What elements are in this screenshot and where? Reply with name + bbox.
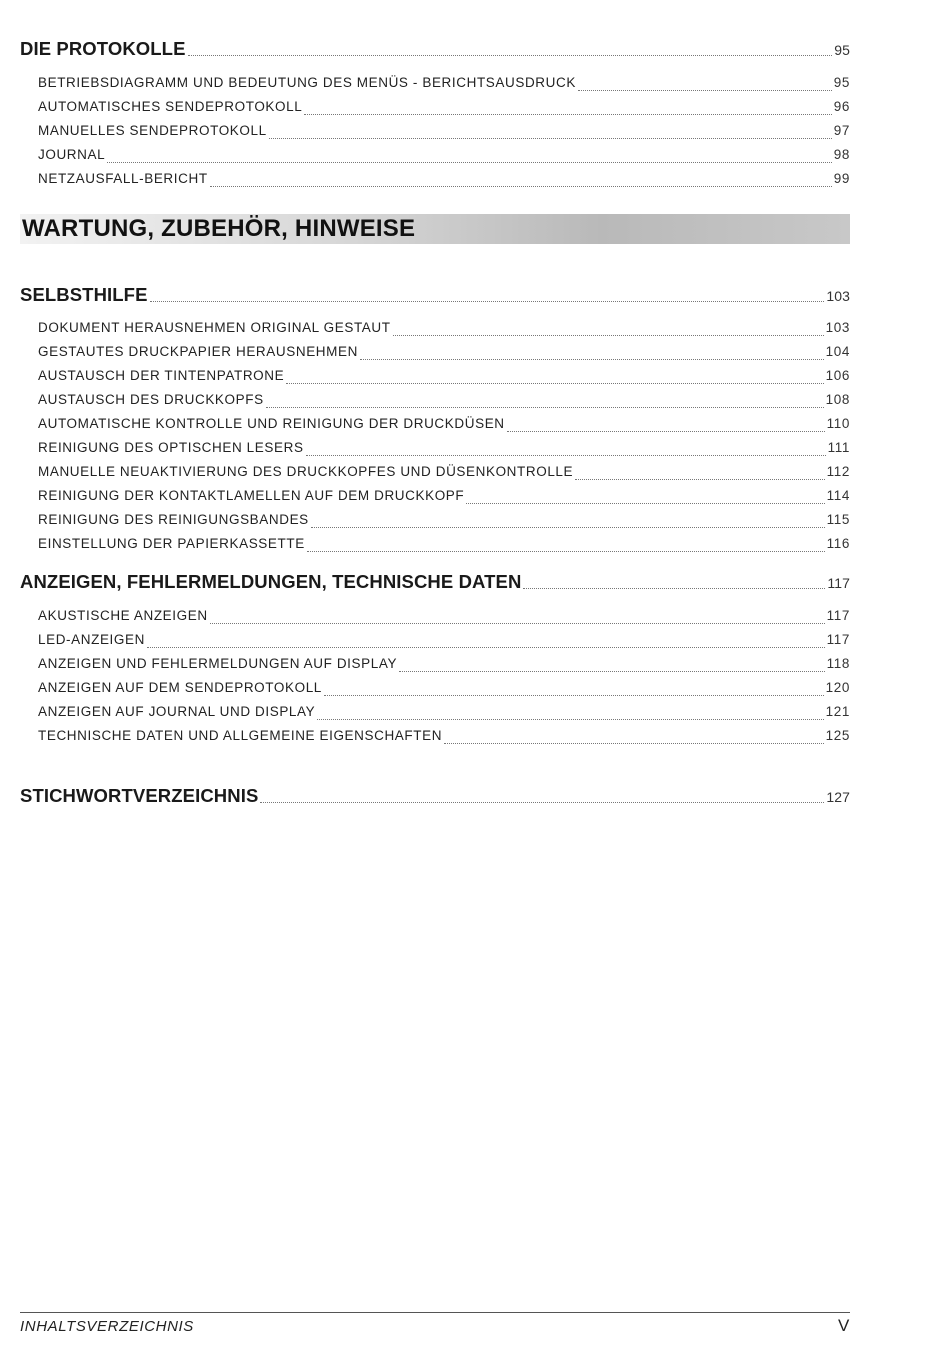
dot-leader (306, 454, 826, 456)
dot-leader (260, 801, 824, 803)
footer-page-number: V (838, 1316, 850, 1335)
chapter-banner (20, 214, 850, 244)
toc-entry-page: 116 (826, 536, 850, 551)
toc-entry-page: 120 (825, 680, 850, 695)
toc-section[interactable] (20, 571, 850, 593)
dot-leader (188, 54, 833, 56)
toc-entry-title: AUSTAUSCH DES DRUCKKOPFS (38, 392, 264, 407)
toc-section-page: 95 (834, 42, 850, 58)
toc-section[interactable] (20, 284, 850, 306)
dot-leader (210, 185, 832, 187)
toc-entry-title: MANUELLES SENDEPROTOKOLL (38, 123, 267, 138)
toc-entry[interactable] (20, 460, 850, 484)
toc-section[interactable] (20, 38, 850, 60)
dot-leader (444, 742, 824, 744)
toc-entry-page: 111 (827, 440, 850, 455)
toc-entry-page: 117 (826, 632, 850, 647)
toc-section-title: DIE PROTOKOLLE (20, 38, 186, 59)
dot-leader (147, 646, 825, 648)
toc-entry-title: AUTOMATISCHES SENDEPROTOKOLL (38, 99, 303, 114)
toc-entry[interactable] (20, 388, 850, 412)
footer-title: INHALTSVERZEICHNIS (20, 1318, 194, 1335)
toc-entry-title: MANUELLE NEUAKTIVIERUNG DES DRUCKKOPFES UND DÜSENKONTROLLE (38, 464, 574, 479)
toc-entry[interactable] (20, 508, 850, 532)
toc-entry-page: 98 (833, 147, 850, 162)
dot-leader (311, 526, 825, 528)
toc-section-page: 127 (826, 789, 850, 805)
toc-entry-title: REINIGUNG DER KONTAKTLAMELLEN AUF DEM DRUCKKOPF (38, 488, 465, 503)
dot-leader (578, 89, 832, 91)
dot-leader (575, 478, 825, 480)
toc-section-page: 117 (827, 575, 850, 591)
chapter-banner-title: WARTUNG, ZUBEHÖR, HINWEISE (22, 215, 416, 242)
toc-entry-page: 104 (825, 344, 850, 359)
toc-entry-title: LED-ANZEIGEN (38, 632, 145, 647)
toc-section-title: SELBSTHILFE (20, 284, 148, 305)
toc-entry[interactable] (20, 676, 850, 700)
dot-leader (304, 113, 831, 115)
toc-sublist (20, 604, 850, 748)
toc-entry-page: 95 (833, 75, 850, 90)
toc-entry-page: 112 (826, 464, 850, 479)
toc-entry-page: 103 (825, 320, 850, 335)
toc-entry-title: AUTOMATISCHE KONTROLLE UND REINIGUNG DER DRUCKDÜSEN (38, 416, 505, 431)
dot-leader (210, 622, 825, 624)
toc-entry-title: GESTAUTES DRUCKPAPIER HERAUSNEHMEN (38, 344, 358, 359)
toc-entry-title: ANZEIGEN AUF DEM SENDEPROTOKOLL (38, 680, 322, 695)
toc-entry-title: ANZEIGEN AUF JOURNAL UND DISPLAY (38, 704, 316, 719)
dot-leader (360, 358, 824, 360)
toc-entry-page: 110 (826, 416, 850, 431)
toc-section-title: ANZEIGEN, FEHLERMELDUNGEN, TECHNISCHE DATEN (20, 571, 522, 592)
toc-entry[interactable] (20, 412, 850, 436)
toc-entry[interactable] (20, 340, 850, 364)
toc-entry[interactable] (20, 532, 850, 556)
dot-leader (393, 334, 824, 336)
toc-entry[interactable] (20, 628, 850, 652)
toc-entry-title: REINIGUNG DES OPTISCHEN LESERS (38, 440, 304, 455)
toc-entry[interactable] (20, 604, 850, 628)
toc-entry[interactable] (20, 119, 850, 143)
toc-entry[interactable] (20, 700, 850, 724)
toc-entry[interactable] (20, 71, 850, 95)
dot-leader (317, 718, 823, 720)
toc-entry-page: 108 (825, 392, 850, 407)
toc-section[interactable] (20, 785, 850, 807)
footer-divider (20, 1312, 850, 1313)
toc-entry-title: TECHNISCHE DATEN UND ALLGEMEINE EIGENSCHAFTEN (38, 728, 443, 743)
toc-entry-page: 118 (826, 656, 850, 671)
toc-entry-title: ANZEIGEN UND FEHLERMELDUNGEN AUF DISPLAY (38, 656, 398, 671)
toc-entry-page: 117 (826, 608, 850, 623)
toc-entry-page: 125 (825, 728, 850, 743)
toc-entry[interactable] (20, 316, 850, 340)
toc-entry[interactable] (20, 364, 850, 388)
dot-leader (466, 502, 824, 504)
toc-entry[interactable] (20, 652, 850, 676)
dot-leader (266, 406, 824, 408)
toc-entry-title: JOURNAL (38, 147, 106, 162)
toc-entry-page: 121 (825, 704, 850, 719)
toc-entry-page: 96 (833, 99, 850, 114)
dot-leader (523, 587, 825, 589)
toc-entry[interactable] (20, 167, 850, 191)
toc-entry-title: AKUSTISCHE ANZEIGEN (38, 608, 208, 623)
toc-entry-title: EINSTELLUNG DER PAPIERKASSETTE (38, 536, 305, 551)
toc-entry-title: BETRIEBSDIAGRAMM UND BEDEUTUNG DES MENÜS - BERICHTSAUSDRUCK (38, 75, 576, 90)
toc-entry-page: 106 (825, 368, 850, 383)
toc-entry-page: 99 (833, 171, 850, 186)
toc-entry-title: DOKUMENT HERAUSNEHMEN ORIGINAL GESTAUT (38, 320, 391, 335)
toc-entry-title: NETZAUSFALL-BERICHT (38, 171, 208, 186)
toc-sublist (20, 71, 850, 191)
toc-section-title: STICHWORTVERZEICHNIS (20, 785, 259, 806)
toc-entry-page: 114 (826, 488, 850, 503)
dot-leader (399, 670, 825, 672)
dot-leader (324, 694, 824, 696)
toc-entry[interactable] (20, 484, 850, 508)
toc-entry-title: REINIGUNG DES REINIGUNGSBANDES (38, 512, 309, 527)
toc-sublist (20, 316, 850, 556)
dot-leader (269, 137, 832, 139)
dot-leader (507, 430, 825, 432)
dot-leader (307, 550, 825, 552)
dot-leader (107, 161, 832, 163)
dot-leader (150, 300, 825, 302)
toc-entry[interactable] (20, 95, 850, 119)
toc-entry[interactable] (20, 143, 850, 167)
toc-section-page: 103 (826, 288, 850, 304)
toc-entry-title: AUSTAUSCH DER TINTENPATRONE (38, 368, 285, 383)
toc-entry-page: 97 (833, 123, 850, 138)
toc-entry-page: 115 (826, 512, 850, 527)
toc-entry[interactable] (20, 436, 850, 460)
toc-entry[interactable] (20, 724, 850, 748)
dot-leader (286, 382, 823, 384)
